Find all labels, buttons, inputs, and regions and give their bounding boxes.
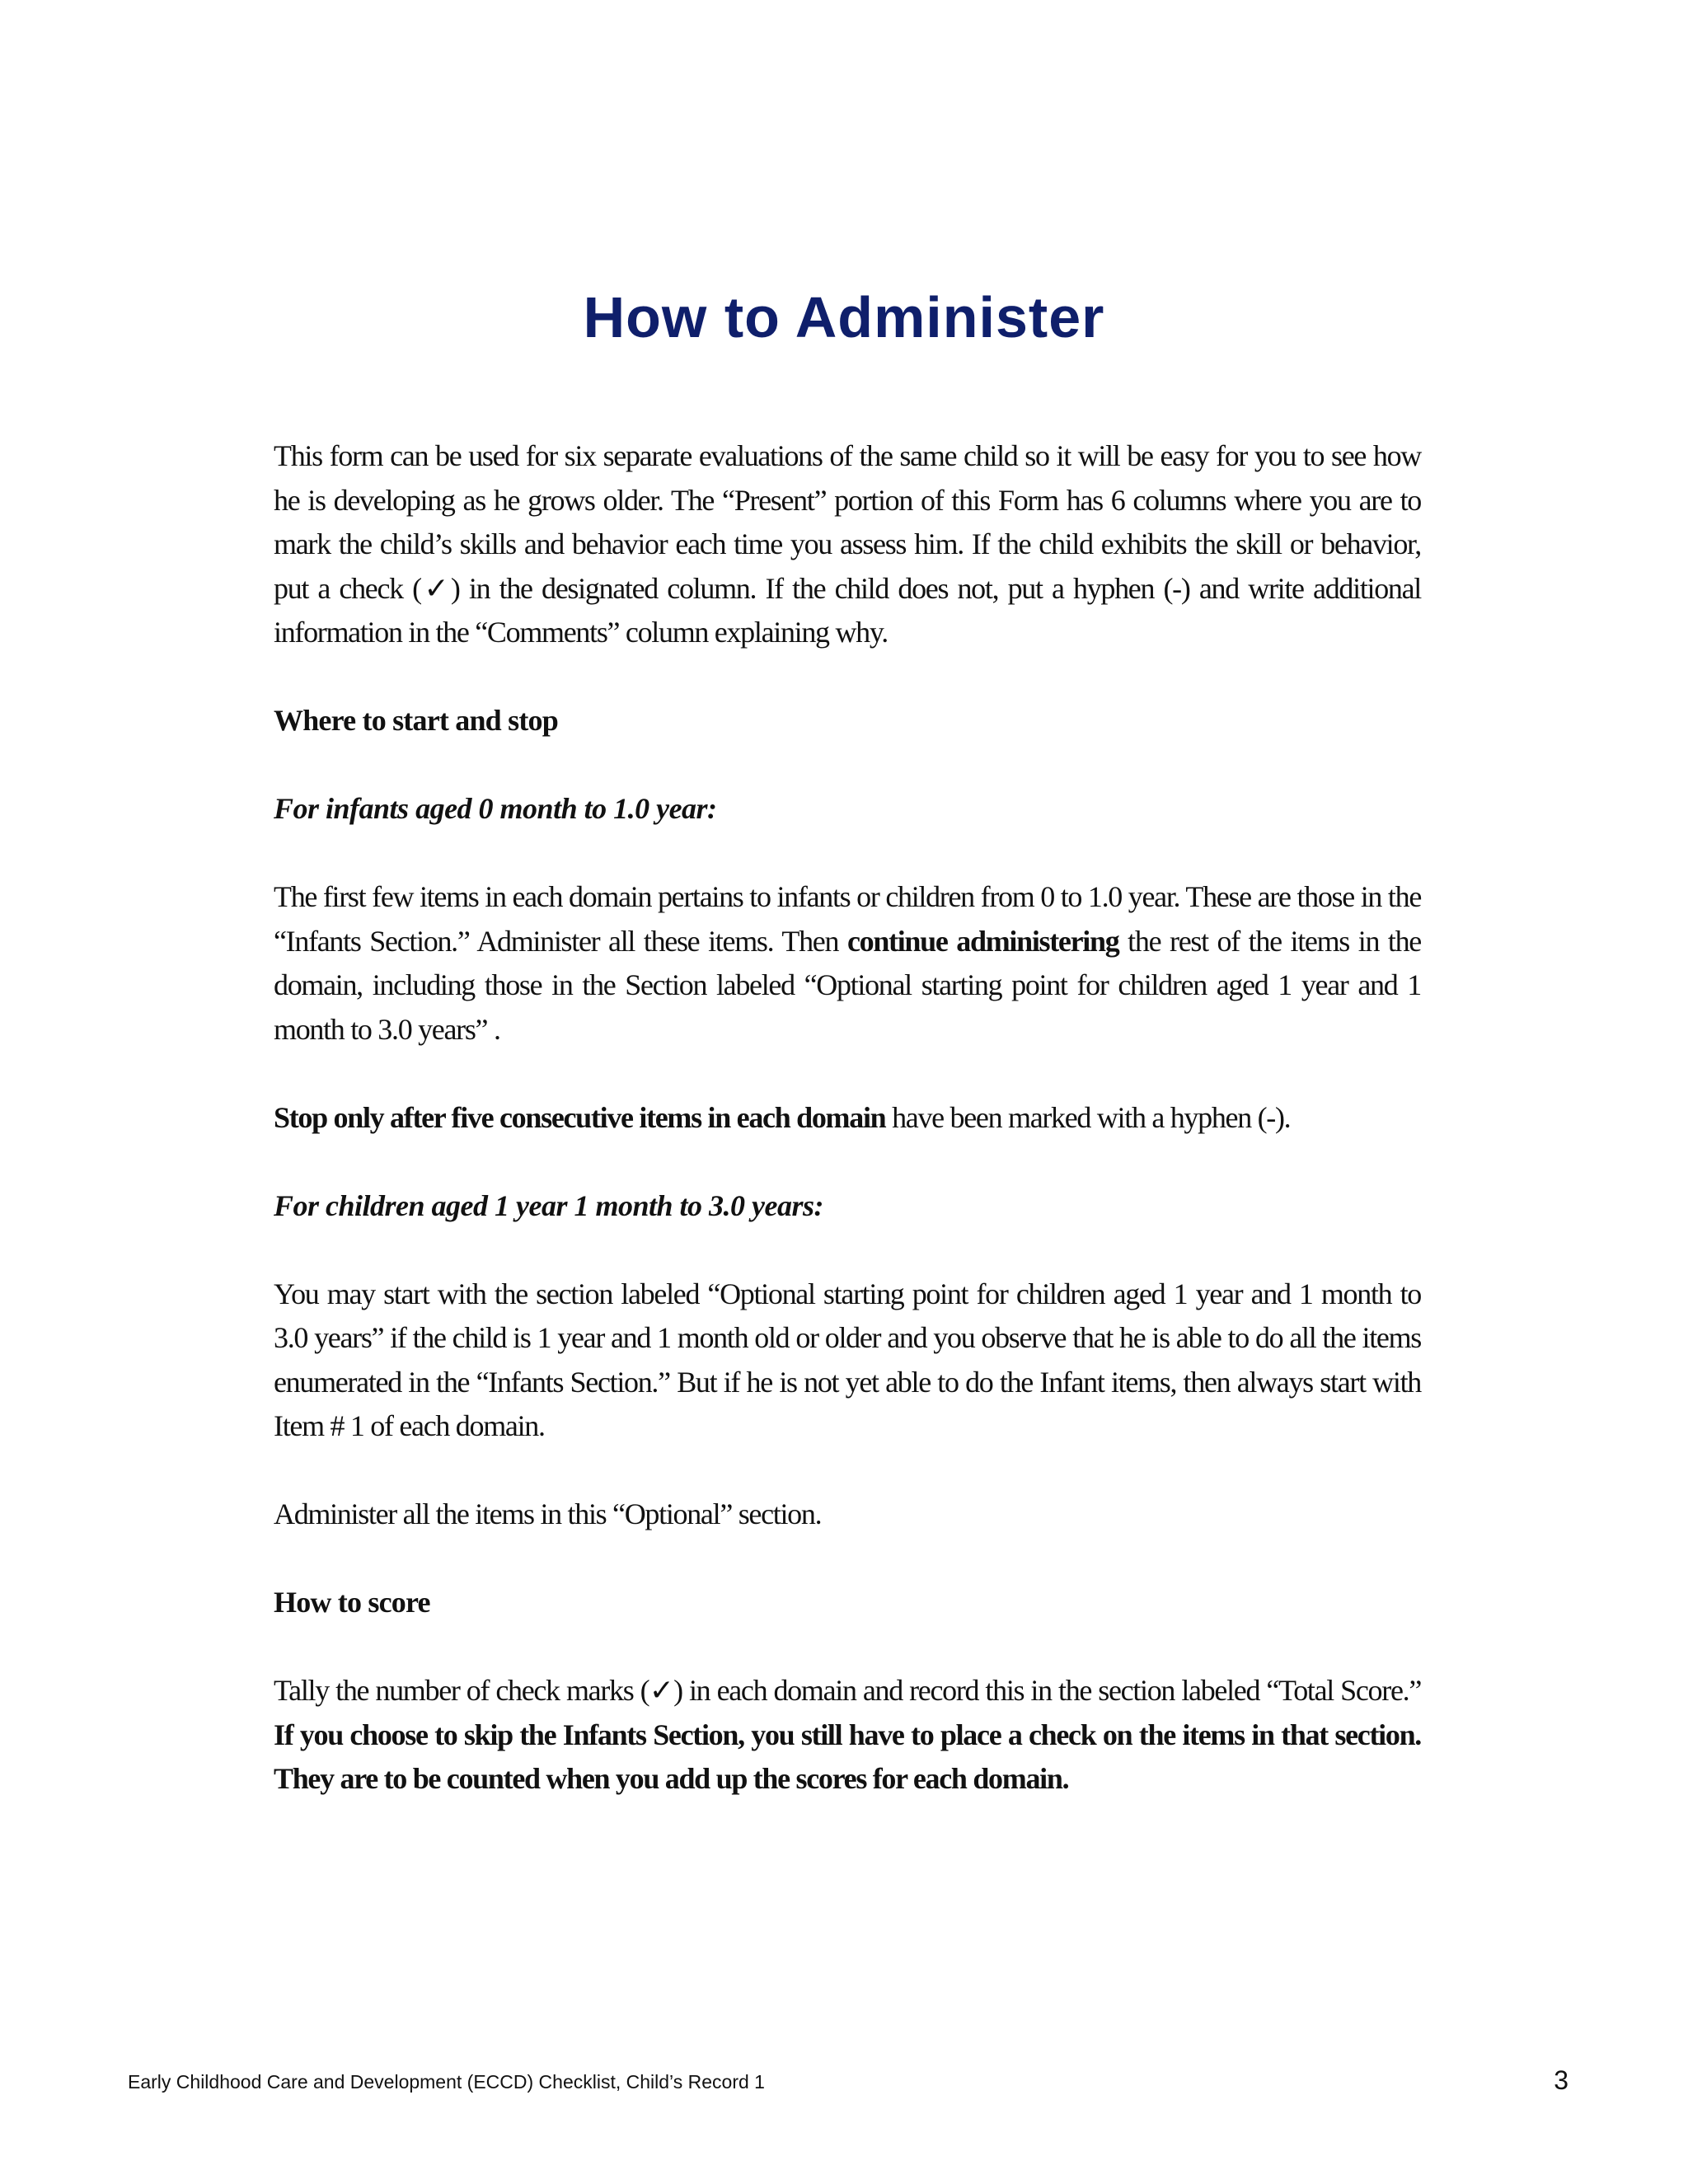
- optional-section-paragraph: Administer all the items in this “Optional” section.: [274, 1497, 822, 1530]
- document-body: [274, 434, 1421, 1845]
- where-to-start-heading: Where to start and stop: [274, 704, 558, 737]
- scoring-emphasis: If you choose to skip the Infants Section, you still have to place a check on the items in that section. They are to be counted when you add up the scores for each domain.: [274, 1718, 1421, 1795]
- page-number: 3: [1554, 2065, 1568, 2095]
- stop-rule-emphasis: Stop only after five consecutive items in each domain: [274, 1100, 886, 1134]
- page-title: How to Administer: [583, 285, 1105, 349]
- infants-paragraph: [274, 875, 1421, 1052]
- children-paragraph: You may start with the section labeled “Optional starting point for children aged 1 year and 1 month to 3.0 years” if the child is 1 year and 1 month old or older and you observe that he is able to do all the items enumerated in the “Infants Section.” But if he is not yet able to do the Infant items, then always start with Item # 1 of each domain.: [274, 1277, 1421, 1442]
- how-to-score-heading: How to score: [274, 1586, 430, 1619]
- children-subheading: For children aged 1 year 1 month to 3.0 years:: [274, 1188, 823, 1222]
- stop-rule-text: have been marked with a hyphen (-).: [885, 1100, 1291, 1134]
- intro-paragraph: This form can be used for six separate evaluations of the same child so it will be easy for you to see how he is developing as he grows older. The “Present” portion of this Form has 6 columns where you are to mark the child’s skills and behavior each time you assess him. If the child exhibits the skill or behavior, put a check (✓) in the designated column. If the child does not, put a hyphen (-) and write additional information in the “Comments” column explaining why.: [274, 439, 1421, 649]
- scoring-paragraph: [274, 1669, 1421, 1802]
- scoring-text: Tally the number of check marks (✓) in each domain and record this in the section labeled “Total Score.”: [274, 1674, 1421, 1707]
- infants-subheading: For infants aged 0 month to 1.0 year:: [274, 792, 717, 825]
- infants-text-emphasis: continue administering: [846, 924, 1119, 958]
- infants-text-end: the rest of the items in the domain, including those in the Section labeled “Optional starting point for children aged 1 year and 1 month to 3.0 years” .: [274, 924, 1421, 1046]
- infants-text-start: The first few items in each domain pertains to infants or children from 0 to 1.0 year. These are those in the “Infants Section.” Administer all these items. Then: [274, 880, 1421, 958]
- footer-text: Early Childhood Care and Development (ECCD) Checklist, Child’s Record 1: [128, 2071, 765, 2093]
- stop-rule-paragraph: [274, 1096, 1421, 1141]
